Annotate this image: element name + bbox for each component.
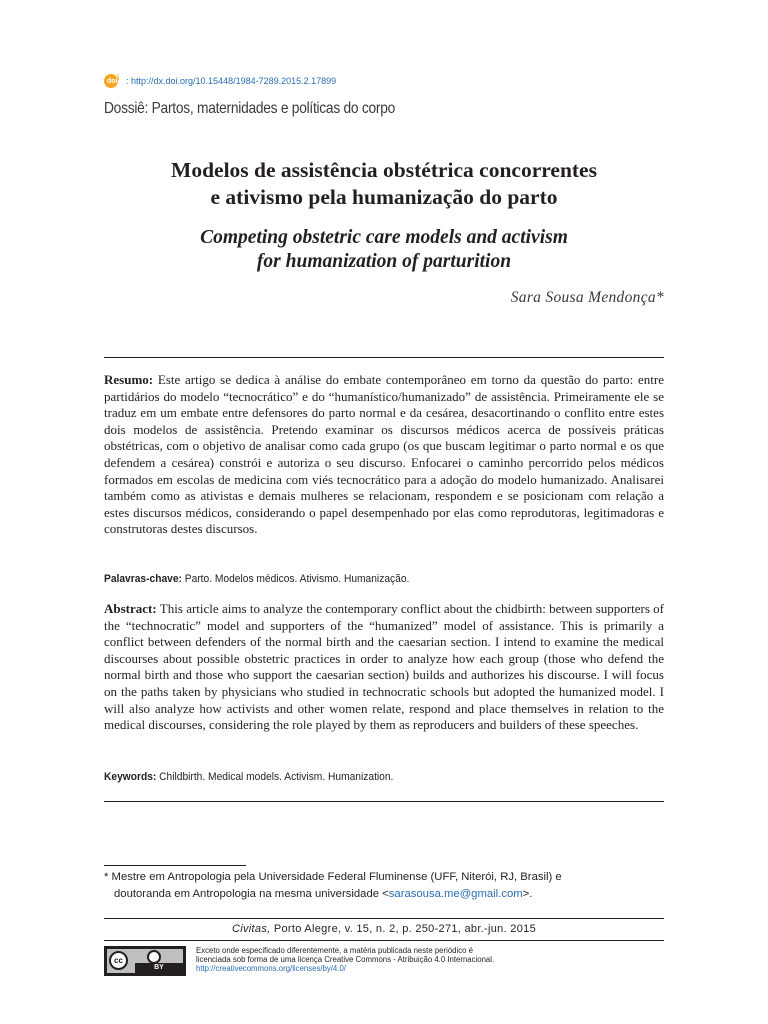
resumo-text: Este artigo se dedica à análise do embate contemporâneo em torno da questão do parto: entre partidários do modelo “tecnocrático” e do “humanístico/humanizado” de assistência. Primeiramente ele se traduz em um embate entre defensores do parto normal e da cesárea, desacortinando o conflito entre estes dois modelos de assistência. Pretendo examinar os discursos médicos acerca de possíveis práticas obstétricas, com o objetivo de analisar como cada grupo (os que buscam legitimar o parto normal e os que defendem a cesárea) constrói e autoriza o seu discurso. Enfocarei o caminho percorrido pelos médicos formados em escolas de medicina com viés tecnocrático para a adoção do modelo humanizado. Analisarei também como as ativistas e demais mulheres se relacionam, respondem e se posicionam com relação a estes discursos médicos, considerando o papel desempenhado por elas como reprodutoras, legitimadoras e construtoras destes discursos. [104,372,665,537]
resumo-label: Resumo: [104,372,154,387]
abstract-paragraph [104,601,664,734]
article-title [96,157,672,211]
keywords-text: Childbirth. Medical models. Activism. Humanization. [159,771,394,783]
author-email-link[interactable]: sarasousa.me@gmail.com [388,888,523,900]
footnote [104,869,666,903]
license-text [196,946,616,974]
title-line-1: Modelos de assistência obstétrica concorrentes [171,158,597,182]
section-title: Dossiê: Partos, maternidades e políticas do corpo [104,100,396,117]
keywords [104,770,625,784]
article-title-english [96,226,672,274]
doi-logo-icon: doi i [104,73,124,89]
title-en-line-1: Competing obstetric care models and activism [200,227,568,248]
abstract-label: Abstract: [104,601,157,616]
journal-details: Porto Alegre, v. 15, n. 2, p. 250-271, abr.-jun. 2015 [273,923,536,935]
footnote-line-2: doutoranda em Antropologia na mesma universidade <sarasousa.me@gmail.com>. [114,888,533,900]
journal-name: Civitas, [232,923,271,935]
creative-commons-badge[interactable] [104,946,186,976]
attribution-person-icon [147,950,161,964]
resumo-paragraph [104,372,664,538]
doi-link[interactable]: : http://dx.doi.org/10.15448/1984-7289.2015.2.17899 [126,76,337,86]
title-en-line-2: for humanization of parturition [256,251,512,272]
abstract-text: This article aims to analyze the contemporary conflict about the chidbirth: between supporters of the “technocratic” model and supporters of the “humanized” model of assistance. This is primarily a conflict between defenders of the normal birth and the caesarian section. I intend to examine the medical discourses about possible obstetric practices in order to analyze how each group (those who defend the normal birth and those who support the caesarian section) builds and authorizes his discourse. I will focus on the paths taken by physicians who studied in technocratic schools but adopted the humanized model. I will also analyze how activists and other women relate, respond and place themselves in relation to the medical discourses, considering the role played by them as reproducers and builders of these speeches. [104,601,664,733]
footnote-rule [104,865,246,866]
journal-rule-top [104,918,664,919]
palavras-chave-label: Palavras-chave: [104,573,182,585]
by-label: BY [135,963,183,973]
divider-bottom [104,801,664,802]
doi-row [104,72,336,90]
author: Sara Sousa Mendonça* [510,289,664,306]
license-line-2: licenciada sob forma de uma licença Creative Commons - Atribuição 4.0 Internacional. [196,955,495,965]
divider-top [104,357,664,358]
cc-icon: cc [109,951,128,970]
palavras-chave [104,572,625,586]
license-link[interactable]: http://creativecommons.org/licenses/by/4.0/ [196,964,346,974]
journal-info [104,923,664,935]
palavras-chave-text: Parto. Modelos médicos. Ativismo. Humanização. [184,573,410,585]
footnote-line-1: * Mestre em Antropologia pela Universidade Federal Fluminense (UFF, Niterói, RJ, Brasil) e [104,871,562,883]
license-line-1: Exceto onde especificado diferentemente, a matéria publicada neste periódico é [196,946,473,955]
keywords-label: Keywords: [104,771,157,783]
journal-rule-bottom [104,940,664,941]
title-line-2: e ativismo pela humanização do parto [210,185,558,209]
